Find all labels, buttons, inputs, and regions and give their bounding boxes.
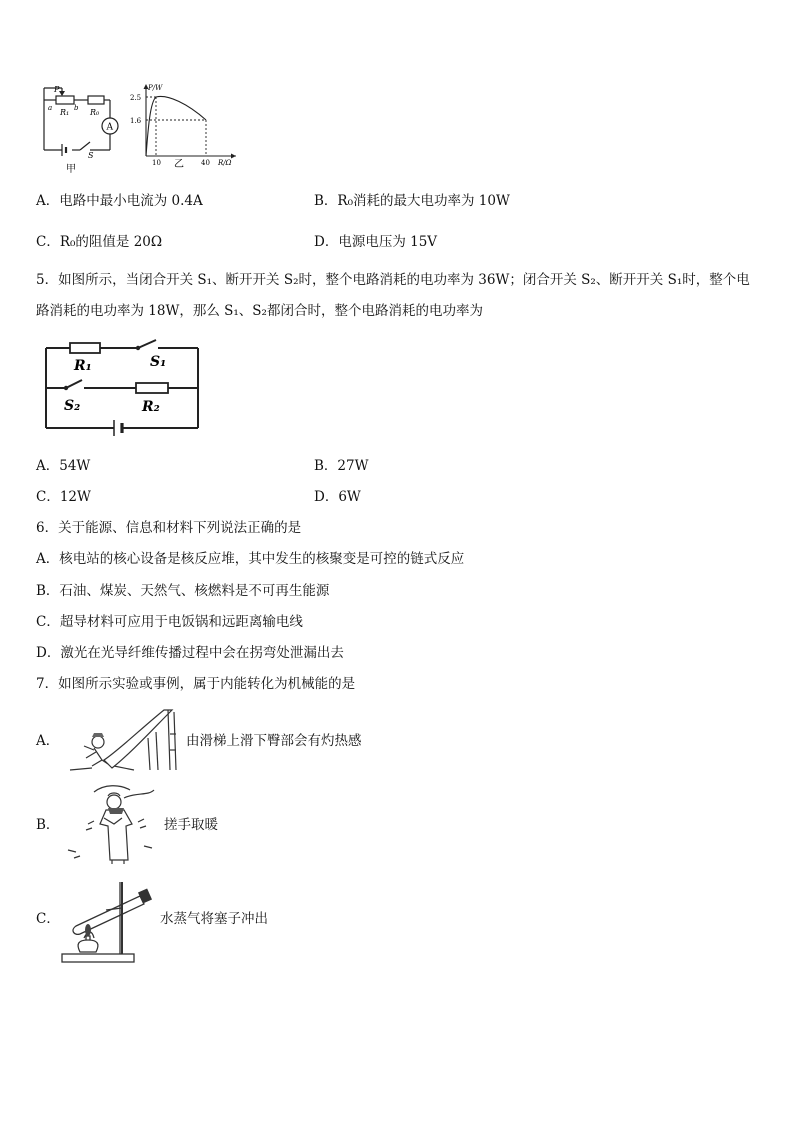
x-axis-label: R/Ω [218,159,232,167]
q7-option-a-text: 由滑梯上滑下臀部会有灼热感 [186,733,362,749]
y-tick-top: 2.5 [130,94,142,102]
yi-label: 乙 [174,159,184,170]
ammeter-label: A [106,122,113,133]
y-tick-mid: 1.6 [130,117,142,125]
q5-circuit-figure [38,336,210,444]
q6-option-a[interactable]: A．核电站的核心设备是核反应堆，其中发生的核聚变是可控的链式反应 [36,551,465,567]
s-label: S [88,151,94,160]
p-label: P [54,85,60,94]
q6-option-c[interactable]: C．超导材料可应用于电饭锅和远距离输电线 [36,614,303,630]
x-tick-2: 40 [201,159,210,167]
q7-option-b-text: 搓手取暖 [164,817,218,833]
q7-option-a-label[interactable]: A． [36,733,60,749]
x-tick-1: 10 [152,159,161,167]
steam-cork-illustration [58,878,158,966]
q7-option-b-label[interactable]: B． [36,817,60,833]
q5-option-b[interactable]: B．27W [314,458,369,474]
a-label: a [48,104,53,112]
q4-option-a[interactable]: A．电路中最小电流为 0.4A [36,193,203,209]
q5-option-c[interactable]: C．12W [36,489,91,505]
q7-option-c-label[interactable]: C． [36,911,60,927]
q5-stem-line1: 5．如图所示，当闭合开关 S₁、断开开关 S₂时，整个电路消耗的电功率为 36W；闭合开关 S₂、断开开关 S₁时，整个电 [36,272,750,288]
q4-option-c[interactable]: C．R₀的阻值是 20Ω [36,234,163,250]
q5-option-a[interactable]: A．54W [36,458,91,474]
r0-label: R₀ [90,108,100,117]
q5-stem-line2: 路消耗的电功率为 18W，那么 S₁、S₂都闭合时，整个电路消耗的电功率为 [36,303,483,319]
q5-option-d[interactable]: D．6W [314,489,361,505]
q4-power-graph [128,80,240,168]
q6-stem: 6．关于能源、信息和材料下列说法正确的是 [36,520,302,536]
q5-s1-label: S₁ [150,354,167,370]
rubbing-hands-illustration [64,780,164,866]
q6-option-d[interactable]: D．激光在光导纤维传播过程中会在拐弯处泄漏出去 [36,645,344,661]
q7-stem: 7．如图所示实验或事例，属于内能转化为机械能的是 [36,676,356,692]
q5-r1-label: R₁ [74,358,92,374]
q4-option-d[interactable]: D．电源电压为 15V [314,234,438,250]
q7-option-c-text: 水蒸气将塞子冲出 [160,911,268,927]
y-axis-label: P/W [148,84,163,92]
q4-option-b[interactable]: B．R₀消耗的最大电功率为 10W [314,193,510,209]
q5-s2-label: S₂ [64,398,81,414]
q5-r2-label: R₂ [142,399,160,415]
q6-option-b[interactable]: B．石油、煤炭、天然气、核燃料是不可再生能源 [36,583,330,599]
slide-illustration [64,704,182,778]
b-label: b [74,104,79,112]
q4-circuit-figure [38,82,118,174]
r1-label: R₁ [60,108,70,117]
jia-label: 甲 [66,164,76,175]
